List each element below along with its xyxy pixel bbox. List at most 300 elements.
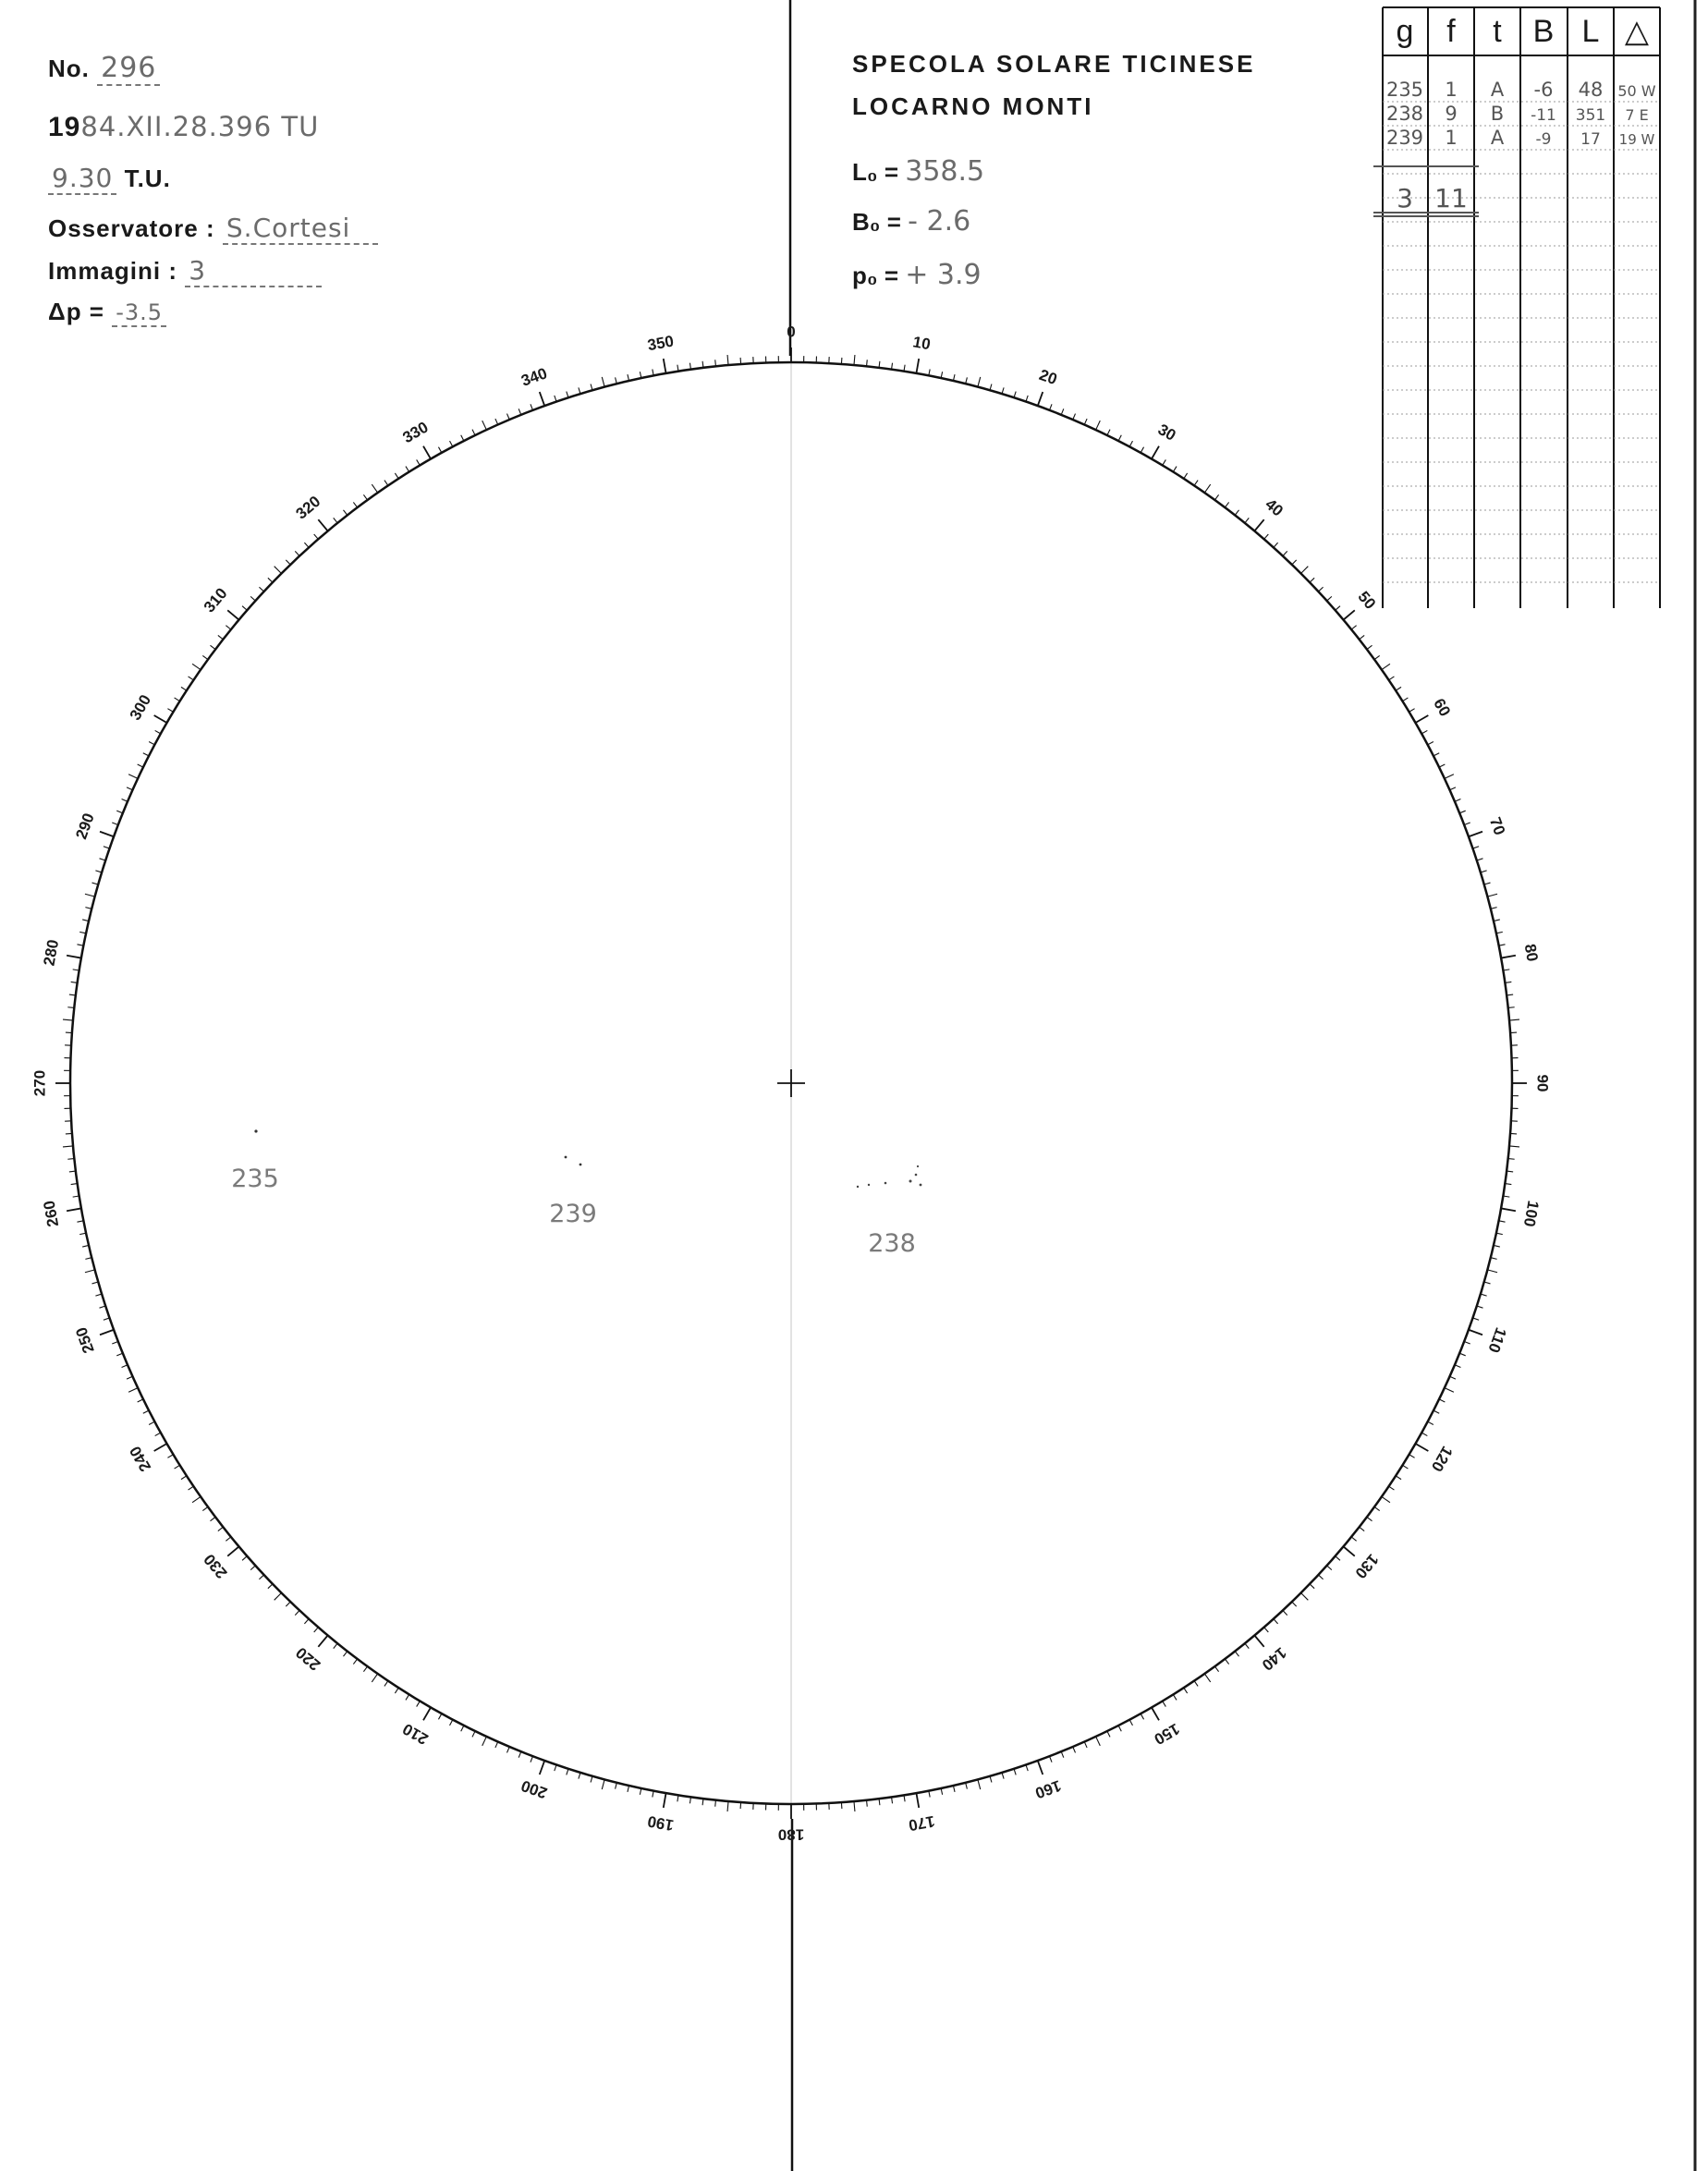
degree-tick	[1464, 1342, 1470, 1345]
degree-tick	[210, 645, 215, 649]
degree-tick	[1509, 1019, 1519, 1020]
degree-label: 0	[787, 323, 796, 341]
degree-tick	[1118, 1726, 1121, 1731]
degree-tick	[978, 377, 981, 387]
degree-tick	[916, 1793, 919, 1808]
degree-tick	[978, 1779, 981, 1789]
degree-tick	[227, 610, 238, 619]
degree-tick	[1214, 1666, 1218, 1672]
degree-tick	[540, 392, 544, 406]
observatory-location: LOCARNO MONTI	[852, 92, 1094, 120]
degree-tick	[167, 1455, 173, 1458]
degree-label: 290	[72, 811, 98, 842]
degree-tick	[1264, 1628, 1269, 1632]
table-cell: 238	[1385, 103, 1424, 125]
degree-tick	[314, 534, 319, 539]
degree-tick	[189, 677, 194, 680]
degree-label: 210	[399, 1719, 432, 1749]
degree-tick	[218, 635, 224, 639]
degree-tick	[1367, 645, 1372, 649]
degree-label: 270	[30, 1069, 49, 1097]
degree-tick	[175, 698, 180, 701]
degree-tick	[167, 709, 173, 713]
degree-label: 70	[1485, 814, 1509, 838]
degree-label: 30	[1154, 420, 1179, 445]
degree-tick	[395, 1688, 398, 1693]
degree-tick	[1389, 677, 1395, 680]
degree-tick	[128, 1388, 138, 1393]
degree-tick	[192, 664, 201, 669]
degree-tick	[138, 1399, 143, 1402]
degree-label: 250	[72, 1324, 98, 1356]
degree-tick	[1477, 1306, 1483, 1308]
degree-tick	[1274, 543, 1278, 547]
degree-tick	[175, 1465, 180, 1469]
sunspot-238-f	[920, 1184, 922, 1187]
sunspot-238-d	[909, 1180, 912, 1183]
degree-tick	[854, 1801, 855, 1811]
degree-tick	[715, 360, 716, 366]
degree-tick	[1173, 467, 1177, 472]
sunspot-235	[254, 1129, 257, 1132]
degree-tick	[112, 1342, 118, 1345]
degree-tick	[1204, 1674, 1210, 1682]
degree-tick	[1496, 932, 1503, 933]
degree-tick	[495, 1742, 498, 1748]
degree-tick	[1473, 847, 1480, 848]
degree-tick	[727, 355, 728, 365]
degree-tick	[1194, 1681, 1198, 1687]
degree-tick	[363, 494, 367, 500]
degree-tick	[1274, 1619, 1278, 1624]
degree-tick	[242, 1556, 247, 1561]
degree-tick	[1061, 409, 1064, 414]
images-value: 3	[185, 255, 322, 287]
sunspot-238-e	[915, 1174, 918, 1177]
degree-tick	[95, 1294, 102, 1296]
degree-tick	[1073, 414, 1076, 420]
degree-label: 330	[399, 418, 432, 447]
degree-label: 140	[1258, 1643, 1290, 1675]
degree-tick	[274, 567, 282, 574]
degree-tick	[1508, 1159, 1515, 1160]
degree-tick	[1184, 1688, 1188, 1693]
degree-tick	[1501, 956, 1516, 958]
degree-tick	[363, 1666, 367, 1672]
table-header-B: B	[1532, 14, 1555, 49]
degree-tick	[1173, 1694, 1177, 1700]
degree-tick	[1292, 1602, 1297, 1606]
degree-tick	[953, 374, 955, 381]
degree-label: 100	[1519, 1199, 1543, 1228]
degree-tick	[1496, 1233, 1503, 1234]
group-label-238: 238	[868, 1229, 916, 1258]
degree-tick	[1107, 430, 1110, 435]
degree-tick	[1464, 823, 1470, 825]
degree-label: 160	[1032, 1776, 1064, 1802]
table-cell: 1	[1445, 127, 1458, 149]
time-value: 9.30	[48, 163, 116, 195]
degree-tick	[417, 1701, 421, 1707]
degree-label: 90	[1533, 1074, 1552, 1092]
degree-tick	[63, 1019, 73, 1020]
degree-tick	[154, 1444, 167, 1451]
degree-tick	[406, 1694, 409, 1700]
degree-tick	[495, 419, 498, 424]
degree-label: 320	[292, 492, 324, 523]
degree-tick	[1473, 1318, 1480, 1320]
degree-tick	[1225, 502, 1228, 507]
param-B0-value: - 2.6	[908, 205, 971, 238]
degree-tick	[417, 459, 421, 465]
degree-tick	[461, 1726, 464, 1731]
degree-tick	[567, 1769, 568, 1775]
degree-tick	[372, 1674, 377, 1682]
degree-tick	[1283, 1610, 1287, 1615]
degree-tick	[85, 1270, 95, 1273]
degree-tick	[715, 1800, 716, 1807]
group-label-235: 235	[231, 1165, 279, 1193]
degree-tick	[602, 377, 604, 387]
table-cell: 9	[1445, 103, 1458, 125]
sunspot-238-b	[868, 1184, 870, 1186]
degree-label: 80	[1520, 942, 1542, 963]
dp-label: Δp =	[48, 298, 104, 325]
degree-tick	[506, 1747, 509, 1752]
degree-tick	[318, 1636, 327, 1647]
degree-label: 280	[40, 938, 63, 968]
degree-tick	[1254, 1636, 1263, 1647]
degree-tick	[1301, 1593, 1309, 1601]
degree-tick	[1084, 1742, 1087, 1748]
degree-tick	[579, 387, 580, 394]
degree-tick	[1073, 1747, 1076, 1752]
degree-tick	[1434, 753, 1439, 756]
degree-tick	[1459, 811, 1465, 813]
degree-tick	[506, 414, 509, 420]
degree-tick	[1152, 1707, 1159, 1720]
degree-tick	[1494, 1245, 1500, 1247]
degree-tick	[384, 1681, 388, 1687]
degree-tick	[100, 1306, 106, 1308]
degree-tick	[1235, 1652, 1238, 1657]
degree-tick	[95, 871, 102, 872]
observatory-name: SPECOLA SOLARE TICINESE	[852, 50, 1256, 78]
table-cell: 50 W	[1617, 82, 1656, 100]
degree-tick	[143, 753, 149, 756]
sunspot-dots	[254, 1129, 921, 1188]
degree-label: 60	[1430, 695, 1455, 720]
degree-tick	[1445, 1388, 1454, 1393]
degree-tick	[1327, 596, 1332, 601]
degree-tick	[259, 587, 263, 592]
degree-tick	[461, 435, 464, 441]
degree-tick	[472, 430, 475, 435]
degree-tick	[1409, 1455, 1415, 1458]
degree-tick	[567, 392, 568, 398]
degree-tick	[1509, 1146, 1519, 1147]
degree-tick	[1469, 832, 1482, 836]
degree-tick	[1264, 534, 1269, 539]
degree-tick	[334, 1643, 337, 1648]
degree-tick	[149, 1421, 154, 1424]
degree-tick	[149, 742, 154, 745]
degree-tick	[916, 359, 919, 373]
degree-tick	[343, 1652, 347, 1657]
degree-label: 350	[646, 332, 676, 355]
degree-tick	[395, 473, 398, 479]
degree-tick	[1344, 1546, 1355, 1555]
degree-label: 170	[907, 1811, 936, 1835]
degree-tick	[1310, 1584, 1314, 1589]
degree-tick	[384, 481, 388, 486]
degree-tick	[67, 1208, 81, 1211]
degree-tick	[63, 1146, 73, 1147]
degree-tick	[1396, 687, 1401, 690]
degree-tick	[1061, 1751, 1064, 1757]
table-total-groups: 3	[1397, 183, 1413, 213]
degree-tick	[867, 1800, 868, 1807]
degree-tick	[372, 484, 377, 493]
degree-tick	[1367, 1517, 1372, 1520]
number-value: 296	[97, 52, 160, 86]
degree-tick	[1336, 1556, 1340, 1561]
observer-value: S.Cortesi	[223, 213, 378, 245]
degree-tick	[1141, 1714, 1143, 1719]
degree-label: 240	[126, 1443, 155, 1475]
degree-tick	[259, 1575, 263, 1579]
degree-tick	[953, 1786, 955, 1792]
degree-tick	[189, 1486, 194, 1490]
degree-tick	[664, 359, 666, 373]
degree-tick	[1245, 518, 1249, 522]
degree-tick	[268, 578, 273, 582]
degree-tick	[250, 1566, 255, 1570]
degree-tick	[423, 1707, 431, 1720]
degree-label: 190	[646, 1811, 676, 1835]
sunspot-238-g	[917, 1165, 919, 1167]
table-cell: 17	[1580, 130, 1601, 149]
degree-label: 220	[292, 1643, 324, 1675]
degree-tick	[1163, 1701, 1166, 1707]
sunspot-238-c	[884, 1182, 887, 1185]
degree-label: 120	[1427, 1443, 1457, 1475]
degree-tick	[1301, 567, 1309, 574]
degree-label: 300	[126, 691, 155, 724]
degree-tick	[1129, 441, 1132, 446]
date-value: 84.XII.28.396 TU	[80, 111, 320, 142]
degree-tick	[1360, 1527, 1365, 1531]
table-cell: A	[1490, 127, 1505, 149]
degree-label: 10	[911, 333, 933, 354]
param-p0-label: p₀ =	[852, 262, 899, 289]
degree-tick	[482, 1737, 487, 1746]
degree-label: 50	[1354, 588, 1380, 613]
degree-tick	[1050, 1756, 1053, 1762]
degree-tick	[450, 441, 453, 446]
degree-tick	[314, 1628, 319, 1632]
degree-tick	[941, 1788, 942, 1795]
degree-tick	[482, 421, 487, 430]
degree-tick	[1402, 698, 1408, 701]
degree-tick	[1084, 419, 1087, 424]
degree-tick	[518, 409, 521, 414]
degree-tick	[82, 920, 89, 921]
number-label: No.	[48, 55, 90, 82]
degree-tick	[143, 1410, 149, 1413]
degree-tick	[1254, 519, 1263, 531]
degree-tick	[1204, 484, 1210, 493]
degree-tick	[202, 1506, 208, 1510]
degree-tick	[1184, 473, 1188, 479]
degree-tick	[472, 1731, 475, 1737]
degree-tick	[1455, 799, 1460, 801]
param-L0-label: L₀ =	[852, 158, 899, 186]
param-B0-label: B₀ =	[852, 208, 901, 236]
degree-tick	[286, 1602, 290, 1606]
degree-tick	[116, 1353, 122, 1356]
degree-tick	[438, 1714, 441, 1719]
degree-label: 110	[1484, 1324, 1510, 1356]
degree-tick	[304, 1619, 309, 1624]
table-cell: -11	[1531, 106, 1556, 125]
sunspot-238-a	[857, 1186, 859, 1188]
degree-tick	[1141, 447, 1143, 453]
table-header-t: t	[1493, 14, 1502, 49]
degree-tick	[1389, 1486, 1395, 1490]
degree-tick	[274, 1593, 282, 1601]
degree-tick	[1450, 787, 1456, 790]
degree-tick	[104, 847, 110, 848]
degree-tick	[210, 1517, 215, 1520]
degree-tick	[1374, 655, 1380, 659]
table-header-g: g	[1396, 14, 1414, 49]
degree-tick	[1318, 587, 1323, 592]
degree-tick	[353, 502, 357, 507]
degree-tick	[1402, 1465, 1408, 1469]
degree-tick	[353, 1659, 357, 1665]
table-header-f: f	[1446, 14, 1456, 49]
degree-tick	[1477, 859, 1483, 860]
degree-tick	[1494, 920, 1500, 921]
degree-tick	[555, 1765, 556, 1772]
degree-tick	[127, 787, 132, 790]
degree-tick	[531, 404, 533, 410]
table-cell: 235	[1385, 79, 1424, 101]
time-suffix: T.U.	[124, 165, 171, 192]
table-header-delta: △	[1624, 14, 1650, 49]
table-cell: 48	[1578, 79, 1604, 101]
degree-tick	[79, 932, 86, 933]
degree-tick	[1038, 1761, 1043, 1775]
degree-tick	[192, 1496, 201, 1502]
degree-label: 260	[40, 1199, 63, 1228]
table-cell: 1	[1445, 79, 1458, 101]
degree-tick	[1225, 1659, 1228, 1665]
degree-tick	[1310, 578, 1314, 582]
group-table	[1373, 7, 1660, 608]
degree-tick	[67, 956, 81, 958]
degree-tick	[155, 730, 161, 733]
degree-tick	[1026, 1765, 1028, 1772]
degree-tick	[941, 372, 942, 378]
degree-tick	[1002, 387, 1004, 394]
degree-tick	[438, 447, 441, 453]
degree-tick	[112, 823, 118, 825]
degree-tick	[286, 560, 290, 565]
table-cell: -6	[1533, 79, 1554, 101]
degree-tick	[82, 1245, 89, 1247]
degree-tick	[250, 596, 255, 601]
degree-label: 230	[200, 1550, 231, 1582]
degree-label: 150	[1151, 1719, 1183, 1749]
degree-label: 130	[1351, 1550, 1383, 1582]
sunspot-239-b	[580, 1164, 582, 1166]
degree-tick	[540, 1761, 544, 1775]
table-cell: 351	[1575, 106, 1606, 125]
degree-tick	[218, 1527, 224, 1531]
degree-tick	[579, 1773, 580, 1779]
degree-tick	[602, 1779, 604, 1789]
degree-tick	[318, 519, 327, 531]
degree-tick	[664, 1793, 666, 1808]
degree-tick	[295, 1610, 299, 1615]
group-label-239: 239	[549, 1200, 597, 1228]
degree-tick	[1336, 606, 1340, 611]
degree-tick	[1396, 1476, 1401, 1480]
degree-tick	[406, 467, 409, 472]
observer-label: Osservatore :	[48, 214, 215, 242]
degree-label: 180	[777, 1825, 805, 1844]
degree-tick	[1129, 1720, 1132, 1726]
degree-tick	[104, 1318, 110, 1320]
degree-tick	[1002, 1773, 1004, 1779]
degree-tick	[1487, 1270, 1497, 1273]
degree-tick	[1481, 1294, 1487, 1296]
degree-tick	[1374, 1506, 1380, 1510]
table-cell: B	[1490, 103, 1505, 125]
degree-tick	[1455, 1365, 1460, 1368]
degree-tick	[1434, 1410, 1439, 1413]
degree-tick	[1096, 421, 1101, 430]
degree-tick	[181, 1476, 187, 1480]
degree-tick	[1351, 626, 1356, 629]
degree-tick	[1469, 1330, 1482, 1335]
degree-tick	[85, 894, 95, 896]
degree-tick	[100, 859, 106, 860]
degree-tick	[67, 1007, 74, 1008]
degree-tick	[1450, 1376, 1456, 1379]
sunspot-239-a	[565, 1156, 567, 1159]
degree-tick	[1118, 435, 1121, 441]
degree-tick	[122, 799, 128, 801]
degree-tick	[138, 764, 143, 767]
degree-tick	[1283, 551, 1287, 555]
degree-tick	[1360, 635, 1365, 639]
degree-tick	[304, 543, 309, 547]
degree-tick	[1235, 510, 1238, 516]
degree-tick	[226, 626, 230, 629]
degree-tick	[1050, 404, 1053, 410]
param-L0-value: 358.5	[905, 155, 985, 188]
degree-label: 20	[1036, 365, 1060, 389]
degree-tick	[1351, 1537, 1356, 1541]
degree-label: 40	[1262, 494, 1287, 520]
degree-tick	[181, 687, 187, 690]
degree-tick	[628, 1786, 629, 1792]
degree-tick	[1415, 715, 1428, 723]
degree-tick	[1214, 494, 1218, 500]
